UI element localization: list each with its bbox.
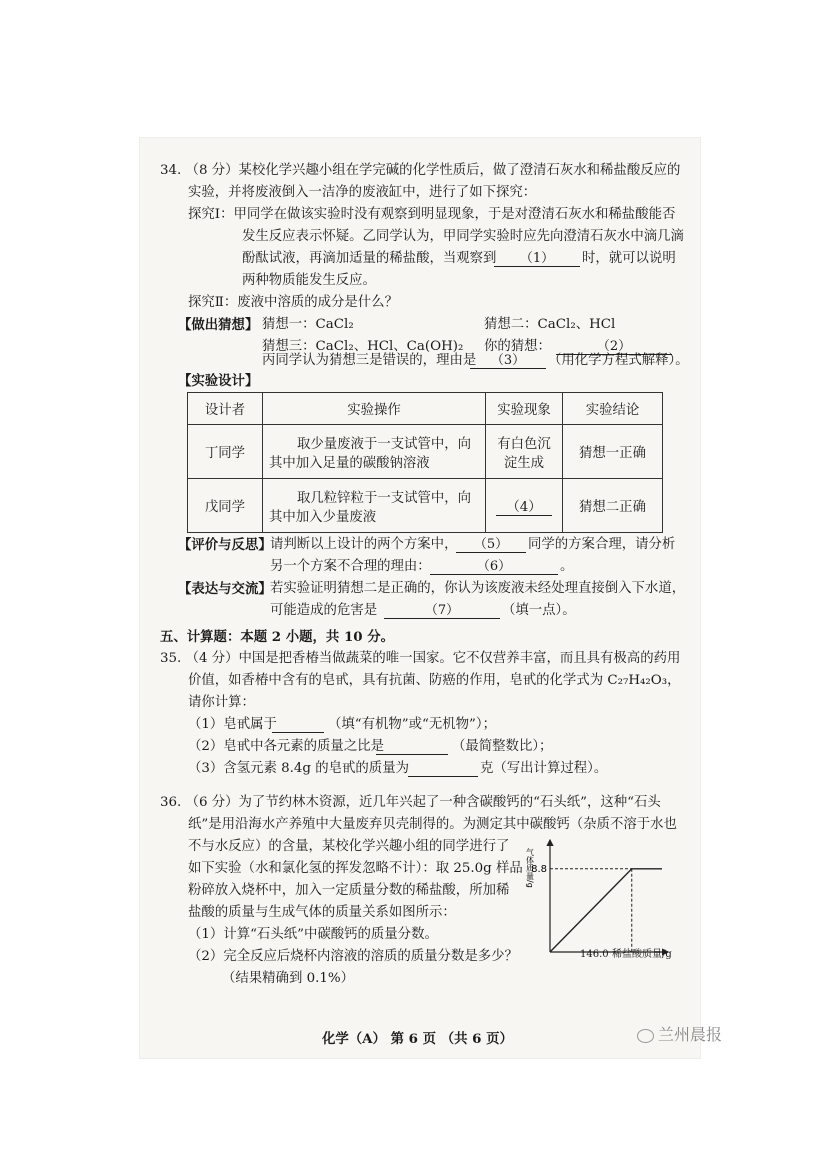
q34-probe1-a: 探究Ⅰ：甲同学在做该实验时没有观察到明显现象，于是对澄清石灰水和稀盐酸能否 [188,207,676,222]
q35-sub-2: （2）皂甙中各元素的质量之比是 [188,739,384,754]
cell-designer: 戊同学 [188,479,263,533]
guess-4: 你的猜想： [484,339,551,354]
q36-line-1: 36. （6 分）为了节约林木资源，近几年兴起了一种含碳酸钙的“石头纸”，这种“石头 [160,795,661,810]
th-conclusion: 实验结论 [563,393,663,425]
q34-probe1-b: 发生反应表示怀疑。乙同学认为，甲同学实验时应先向澄清石灰水中滴几滴 [242,229,684,244]
q35-blank-2[interactable] [376,740,448,755]
cell-phenomenon: 有白色沉淀生成 [486,425,563,479]
guess-5b: （用化学方程式解释）。 [548,353,689,368]
th-phenomenon: 实验现象 [486,393,563,425]
cell-conclusion: 猜想二正确 [563,479,663,533]
cell-operation: 取几粒锌粒于一支试管中，向其中加入少量废液 [263,479,486,533]
th-designer: 设计者 [188,393,263,425]
q36-sub-2: （2）完全反应后烧杯内溶液的溶质的质量分数是多少？ [188,949,518,964]
guess-3: 猜想三：CaCl₂、HCl、Ca(OH)₂ [262,339,464,354]
y-tick-label: 8.8 [531,863,547,875]
q36-line-2: 纸”是用沿海水产养殖中大量废弃贝壳制得的。为测定其中碳酸钙（杂质不溶于水也 [188,817,677,832]
x-tick-label: 146.0 [580,949,609,960]
exchange-line-1: 若实验证明猜想二是正确的，你认为该废液未经处理直接倒入下水道， [270,581,686,596]
guess-2: 猜想二：CaCl₂、HCl [484,317,616,332]
design-tag: 【实验设计】 [178,373,259,389]
guess-5: 丙同学认为猜想三是错误的，理由是 [262,353,477,368]
q36-line-4: 如下实验（水和氯化氢的挥发忽略不计）：取 25.0g 样品 [188,861,523,876]
eval-tag: 【评价与反思】 [178,537,272,553]
q35-sub-1: （1）皂甙属于 [188,717,277,732]
q34-line-2: 实验，并将废液倒入一洁净的废液缸中，进行了如下探究： [188,185,537,200]
exchange-tag: 【表达与交流】 [178,581,272,597]
blank-2[interactable]: （2） [556,340,672,355]
q36-line-5: 粉碎放入烧杯中，加入一定质量分数的稀盐酸，所加稀 [188,883,510,898]
blank-4[interactable] [486,479,563,533]
q35-sub-3: （3）含氢元素 8.4g 的皂甙的质量为 [188,761,409,776]
table-row [188,479,663,533]
q34-line-1: 34. （8 分）某校化学兴趣小组在学完碱的化学性质后，做了澄清石灰水和稀盐酸反应的 [160,163,681,178]
q35-sub-2b: （最简整数比）； [452,739,553,754]
q35-line-1: 35. （4 分）中国是把香椿当做蔬菜的唯一国家。它不仅营养丰富，而且具有极高的药用 [160,651,681,666]
x-axis-label: 稀盐酸质量/g [612,949,672,960]
watermark [637,1022,722,1045]
wechat-icon [637,1029,654,1043]
series-line [550,869,662,952]
q36-line-6: 盐酸的质量与生成气体的质量关系如图所示： [188,905,456,920]
page-footer: 化学（A） 第 6 页 （共 6 页） [322,1031,513,1047]
guess-tag: 【做出猜想】 [178,317,259,333]
blank-6[interactable]: （6） [430,560,558,575]
q36-sub-3: （结果精确到 0.1%） [222,971,355,986]
guess-1: 猜想一：CaCl₂ [262,317,354,332]
blank-4-label: （4） [496,500,551,516]
watermark-label: 兰州晨报 [658,1025,723,1044]
exchange-line-2b: （填一点）。 [502,603,576,618]
y-axis-label: 气体质量/g [525,848,535,888]
q35-line-3: 请你计算： [188,695,255,710]
q34-probe2: 探究Ⅱ：废液中溶质的成分是什么？ [188,295,398,310]
cell-designer: 丁同学 [188,425,263,479]
q35-sub-1b: （填“有机物”或“无机物”）； [328,717,496,732]
section-5-heading: 五、计算题：本题 2 小题，共 10 分。 [160,629,395,645]
q34-probe1-d: 两种物质能发生反应。 [242,273,376,288]
q35-blank-1[interactable] [272,718,324,733]
th-operation: 实验操作 [263,393,486,425]
cell-operation: 取少量废液于一支试管中，向其中加入足量的碳酸钠溶液 [263,425,486,479]
blank-3[interactable]: （3） [470,354,546,369]
q36-line-3: 不与水反应）的含量，某校化学兴趣小组的同学进行了 [188,839,510,854]
q35-blank-3[interactable] [408,762,478,777]
q34-probe1-c: 酚酞试液，再滴加适量的稀盐酸，当观察到 [242,251,497,266]
table-row [188,425,663,479]
eval-line-2b: 。 [560,559,574,574]
blank-1[interactable]: （1） [494,252,580,267]
experiment-table [187,392,663,533]
q35-line-2: 价值，如香椿中含有的皂甙，具有抗菌、防癌的作用，皂甙的化学式为 C₂₇H₄₂O₃， [188,673,681,688]
q34-probe1-c2: 时，就可以说明 [582,251,676,266]
eval-line-2: 另一个方案不合理的理由： [270,559,431,574]
blank-7[interactable]: （7） [384,604,500,619]
cell-conclusion: 猜想一正确 [563,425,663,479]
eval-line-1: 请判断以上设计的两个方案中， [270,537,458,552]
exchange-line-2: 可能造成的危害是 [270,603,378,618]
q35-sub-3b: 克（写出计算过程）。 [480,761,608,776]
q36-sub-1: （1）计算“石头纸”中碳酸钙的质量分数。 [188,927,438,942]
eval-line-1b: 同学的方案合理，请分析 [528,537,676,552]
blank-5[interactable]: （5） [456,538,526,553]
